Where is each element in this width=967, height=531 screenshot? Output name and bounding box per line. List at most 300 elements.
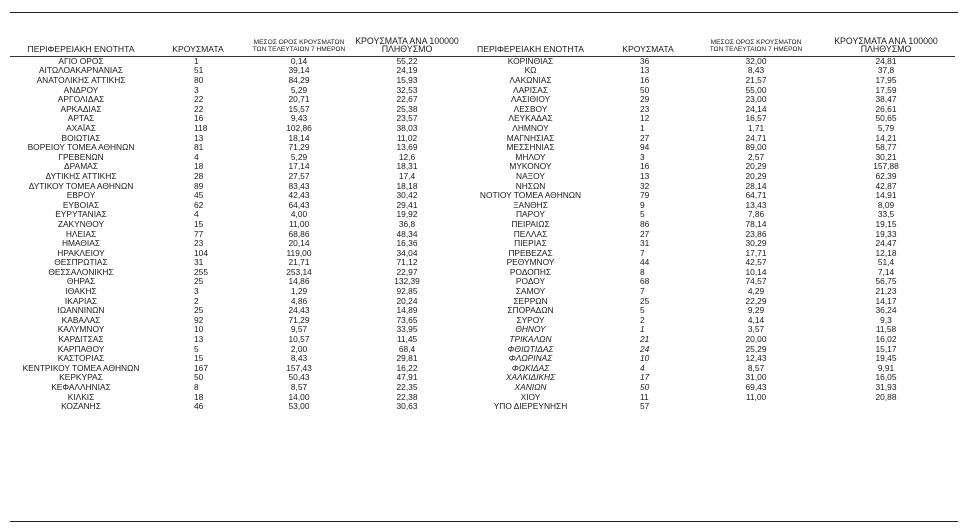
avg7-cell-left: 10,57 <box>288 335 310 345</box>
region-cell-right: ΛΗΜΝΟΥ <box>512 123 549 133</box>
cases-cell-right: 1 <box>640 123 645 133</box>
cases-cell-left: 92 <box>194 315 204 325</box>
region-cell-left: ΑΙΤΩΛΟΑΚΑΡΝΑΝΙΑΣ <box>38 66 124 76</box>
avg7-cell-right: 74,57 <box>745 277 767 287</box>
region-cell-right: ΥΠΟ ΔΙΕΡΕΥΝΗΣΗ <box>493 402 568 412</box>
per100k-cell-left: 12,6 <box>398 152 416 162</box>
per100k-cell-left: 29,81 <box>396 354 418 364</box>
avg7-cell-left: 14,00 <box>288 392 310 402</box>
avg7-cell-left: 5,29 <box>290 85 308 95</box>
table-row <box>10 172 955 182</box>
region-cell-left: ΗΛΕΙΑΣ <box>65 229 97 239</box>
header-cases-right: ΚΡΟΥΣΜΑΤΑ <box>601 37 695 56</box>
avg7-cell-right: 2,57 <box>747 152 765 162</box>
region-cell-left: ΘΕΣΣΑΛΟΝΙΚΗΣ <box>48 267 114 277</box>
avg7-cell-right: 7,86 <box>747 210 765 220</box>
cases-cell-left: 5 <box>194 344 199 354</box>
per100k-cell-right: 26,61 <box>875 104 897 114</box>
region-cell-left: ΚΑΒΑΛΑΣ <box>61 315 101 325</box>
per100k-cell-right: 157,88 <box>873 162 899 172</box>
avg7-cell-right: 32,00 <box>745 56 767 66</box>
avg7-cell-right: 28,14 <box>745 181 767 191</box>
avg7-cell-right: 55,00 <box>745 85 767 95</box>
per100k-cell-right: 15,17 <box>875 344 897 354</box>
per100k-cell-left: 73,65 <box>396 315 418 325</box>
per100k-cell-right: 37,8 <box>877 66 895 76</box>
per100k-cell-right: 14,17 <box>875 296 897 306</box>
cases-cell-left: 46 <box>194 402 204 412</box>
table-row <box>10 162 955 172</box>
cases-cell-right: 50 <box>640 85 650 95</box>
avg7-cell-left: 4,00 <box>290 210 308 220</box>
avg7-cell-left: 71,29 <box>288 315 310 325</box>
cases-cell-right: 17 <box>640 373 650 383</box>
region-cell-right: ΦΘΙΩΤΙΔΑΣ <box>507 344 554 354</box>
per100k-cell-left: 47,91 <box>396 373 418 383</box>
table-row <box>10 306 955 316</box>
cases-cell-left: 15 <box>194 354 204 364</box>
cases-cell-right: 36 <box>640 56 650 66</box>
per100k-cell-right: 24,47 <box>875 239 897 249</box>
per100k-cell-right: 14,21 <box>875 133 897 143</box>
region-cell-right: ΛΕΥΚΑΔΑΣ <box>508 114 553 124</box>
avg7-cell-right: 89,00 <box>745 143 767 153</box>
avg7-cell-left: 42,43 <box>288 191 310 201</box>
table-row <box>10 86 955 96</box>
table-row <box>10 354 955 364</box>
cases-cell-left: 3 <box>194 287 199 297</box>
avg7-cell-left: 39,14 <box>288 66 310 76</box>
avg7-cell-right: 20,29 <box>745 162 767 172</box>
cases-cell-right: 50 <box>640 383 650 392</box>
cases-cell-right: 3 <box>640 152 645 162</box>
region-cell-right: ΧΑΛΚΙΔΙΚΗΣ <box>505 373 556 383</box>
per100k-cell-left: 33,95 <box>396 325 418 335</box>
cases-cell-right: 5 <box>640 210 645 220</box>
cases-cell-left: 4 <box>194 210 199 220</box>
avg7-cell-left: 18,14 <box>288 133 310 143</box>
cases-cell-right: 29 <box>640 95 650 105</box>
table-row <box>10 124 955 134</box>
per100k-cell-right: 11,58 <box>875 325 897 335</box>
table-row <box>10 287 955 297</box>
avg7-cell-left: 0,14 <box>290 56 308 66</box>
cases-cell-left: 80 <box>194 76 204 85</box>
avg7-cell-left: 17,14 <box>288 162 310 172</box>
avg7-cell-left: 9,57 <box>290 325 308 335</box>
region-cell-right: ΛΑΣΙΘΙΟΥ <box>510 95 551 105</box>
cases-cell-right: 31 <box>640 239 650 249</box>
regional-cases-table <box>10 37 955 412</box>
cases-cell-left: 81 <box>194 143 204 153</box>
region-cell-right: ΠΑΡΟΥ <box>515 210 546 220</box>
per100k-cell-right: 21,23 <box>875 287 897 297</box>
region-cell-left: ΚΙΛΚΙΣ <box>67 392 95 402</box>
table-row <box>10 114 955 124</box>
table-header <box>10 37 955 56</box>
per100k-cell-right: 51,4 <box>877 258 895 268</box>
per100k-cell-left: 15,93 <box>396 76 418 85</box>
per100k-cell-left: 22,97 <box>396 267 418 277</box>
table-row <box>10 230 955 240</box>
avg7-cell-left: 11,00 <box>288 219 310 229</box>
table-row <box>10 325 955 335</box>
cases-cell-left: 8 <box>194 383 199 392</box>
cases-cell-left: 89 <box>194 181 204 191</box>
table-row <box>10 335 955 345</box>
cases-cell-right: 10 <box>640 354 650 364</box>
avg7-cell-left: 27,57 <box>288 171 310 181</box>
region-cell-right: ΠΕΙΡΑΙΩΣ <box>511 219 550 229</box>
per100k-cell-left: 18,18 <box>396 181 418 191</box>
table-row <box>10 153 955 163</box>
per100k-cell-right: 17,59 <box>875 85 897 95</box>
table-row <box>10 66 955 76</box>
per100k-cell-right: 16,05 <box>875 373 897 383</box>
cases-cell-left: 23 <box>194 239 204 249</box>
cases-cell-left: 25 <box>194 277 204 287</box>
per100k-cell-left: 132,39 <box>394 277 420 287</box>
cases-cell-right: 16 <box>640 162 650 172</box>
table-row <box>10 393 955 403</box>
cases-cell-right: 4 <box>640 363 645 373</box>
region-cell-right: ΤΡΙΚΑΛΩΝ <box>509 335 552 345</box>
avg7-cell-right: 10,14 <box>745 267 767 277</box>
table-row <box>10 143 955 153</box>
per100k-cell-right: 16,02 <box>875 335 897 345</box>
table-row <box>10 239 955 249</box>
per100k-cell-right: 42,87 <box>875 181 897 191</box>
per100k-cell-right <box>817 402 955 412</box>
per100k-cell-left: 29,41 <box>396 200 418 210</box>
cases-cell-left: 16 <box>194 114 204 124</box>
cases-cell-right: 12 <box>640 114 650 124</box>
avg7-cell-right: 31,00 <box>745 373 767 383</box>
avg7-cell-right: 22,29 <box>745 296 767 306</box>
cases-cell-left: 18 <box>194 162 204 172</box>
avg7-cell-left: 8,43 <box>290 354 308 364</box>
avg7-cell-left: 102,86 <box>286 123 312 133</box>
avg7-cell-left: 253,14 <box>286 267 312 277</box>
per100k-cell-right: 31,93 <box>875 383 897 392</box>
region-cell-right: ΡΟΔΟΥ <box>515 277 546 287</box>
cases-cell-left: 3 <box>194 85 199 95</box>
header-per100k-right: ΚΡΟΥΣΜΑΤΑ ΑΝΑ 100000 ΠΛΗΘΥΣΜΟ <box>817 37 955 56</box>
cases-cell-right: 7 <box>640 287 645 297</box>
top-rule <box>10 12 958 13</box>
table-row <box>10 201 955 211</box>
region-cell-right: ΣΑΜΟΥ <box>515 287 546 297</box>
region-cell-right: ΚΩ <box>524 66 537 76</box>
per100k-cell-left: 19,92 <box>396 210 418 220</box>
region-cell-right: ΣΠΟΡΑΔΩΝ <box>507 306 554 316</box>
avg7-cell-right: 12,43 <box>745 354 767 364</box>
cases-cell-right: 13 <box>640 66 650 76</box>
header-cases-left: ΚΡΟΥΣΜΑΤΑ <box>152 37 244 56</box>
region-cell-right: ΧΑΝΙΩΝ <box>514 383 547 392</box>
cases-cell-left: 10 <box>194 325 204 335</box>
per100k-cell-right: 30,21 <box>875 152 897 162</box>
cases-cell-right: 2 <box>640 315 645 325</box>
avg7-cell-right: 13,43 <box>745 200 767 210</box>
region-cell-left: ΚΟΖΑΝΗΣ <box>61 402 101 412</box>
table-row <box>10 268 955 278</box>
per100k-cell-left: 36,8 <box>398 219 416 229</box>
cases-cell-left: 18 <box>194 392 204 402</box>
region-cell-left: ΒΟΙΩΤΙΑΣ <box>61 133 101 143</box>
region-cell-right: ΞΑΝΘΗΣ <box>513 200 548 210</box>
avg7-cell-right: 1,71 <box>747 123 765 133</box>
cases-cell-left: 50 <box>194 373 204 383</box>
cases-cell-right: 24 <box>640 344 650 354</box>
region-cell-right: ΠΡΕΒΕΖΑΣ <box>508 248 553 258</box>
region-cell-right: ΛΕΣΒΟΥ <box>513 104 548 114</box>
avg7-cell-right: 24,14 <box>745 104 767 114</box>
region-cell-left: ΕΒΡΟΥ <box>66 191 96 201</box>
cases-cell-right: 79 <box>640 191 650 201</box>
region-cell-right: ΠΕΛΛΑΣ <box>513 229 548 239</box>
table-row <box>10 277 955 287</box>
avg7-cell-right: 30,29 <box>745 239 767 249</box>
region-cell-left: ΑΓΙΟ ΟΡΟΣ <box>58 56 104 66</box>
cases-cell-right: 44 <box>640 258 650 268</box>
per100k-cell-right: 20,88 <box>875 392 897 402</box>
table-row <box>10 297 955 307</box>
cases-cell-right: 16 <box>640 76 650 85</box>
avg7-cell-right: 25,29 <box>745 344 767 354</box>
per100k-cell-right: 12,18 <box>875 248 897 258</box>
table-row <box>10 105 955 115</box>
per100k-cell-left: 13,69 <box>396 143 418 153</box>
cases-cell-right: 25 <box>640 296 650 306</box>
per100k-cell-left: 22,38 <box>396 392 418 402</box>
region-cell-left: ΑΡΓΟΛΙΔΑΣ <box>57 95 105 105</box>
per100k-cell-right: 14,91 <box>875 191 897 201</box>
per100k-cell-left: 30,63 <box>396 402 418 412</box>
per100k-cell-left: 92,85 <box>396 287 418 297</box>
per100k-cell-left: 68,4 <box>398 344 416 354</box>
header-region-left: ΠΕΡΙΦΕΡΕΙΑΚΗ ΕΝΟΤΗΤΑ <box>10 37 152 56</box>
per100k-cell-left: 18,31 <box>396 162 418 172</box>
cases-cell-right: 32 <box>640 181 650 191</box>
cases-cell-left: 1 <box>194 56 199 66</box>
per100k-cell-right: 9,3 <box>880 315 892 325</box>
avg7-cell-right: 42,57 <box>745 258 767 268</box>
avg7-cell-left: 50,43 <box>288 373 310 383</box>
avg7-cell-right <box>695 402 817 412</box>
per100k-cell-right: 17,95 <box>875 76 897 85</box>
cases-cell-right: 13 <box>640 171 650 181</box>
cases-cell-right: 1 <box>640 325 645 335</box>
header-region-right: ΠΕΡΙΦΕΡΕΙΑΚΗ ΕΝΟΤΗΤΑ <box>460 37 601 56</box>
table-row <box>10 249 955 259</box>
region-cell-right: ΣΕΡΡΩΝ <box>513 296 548 306</box>
region-cell-left: ΕΥΒΟΙΑΣ <box>62 200 100 210</box>
avg7-cell-left: 8,57 <box>290 383 308 392</box>
per100k-cell-left: 34,04 <box>396 248 418 258</box>
region-cell-left: ΖΑΚΥΝΘΟΥ <box>57 219 105 229</box>
table-row <box>10 210 955 220</box>
cases-cell-right: 11 <box>640 392 649 402</box>
per100k-cell-left: 71,12 <box>396 258 418 268</box>
cases-cell-right: 21 <box>640 335 650 345</box>
cases-cell-right: 5 <box>640 306 645 316</box>
per100k-cell-left: 22,67 <box>396 95 418 105</box>
per100k-cell-right: 19,33 <box>875 229 897 239</box>
per100k-cell-right: 24,81 <box>875 56 897 66</box>
cases-cell-left: 22 <box>194 95 204 105</box>
region-cell-right: ΡΕΘΥΜΝΟΥ <box>506 258 555 268</box>
avg7-cell-left: 2,00 <box>290 344 308 354</box>
region-cell-left: ΚΑΣΤΟΡΙΑΣ <box>57 354 105 364</box>
avg7-cell-right: 8,43 <box>747 66 765 76</box>
region-cell-right: ΝΑΞΟΥ <box>516 171 545 181</box>
avg7-cell-right: 23,00 <box>745 95 767 105</box>
avg7-cell-right: 64,71 <box>745 191 767 201</box>
per100k-cell-right: 62,39 <box>875 171 897 181</box>
avg7-cell-left: 4,86 <box>290 296 308 306</box>
table-row <box>10 76 955 86</box>
cases-cell-right: 23 <box>640 104 650 114</box>
per100k-cell-left: 11,02 <box>396 133 418 143</box>
avg7-cell-right: 20,29 <box>745 171 767 181</box>
region-cell-right: ΝΗΣΩΝ <box>515 181 546 191</box>
avg7-cell-right: 78,14 <box>745 219 767 229</box>
per100k-cell-right: 38,47 <box>875 95 897 105</box>
table-row <box>10 220 955 230</box>
avg7-cell-left: 83,43 <box>288 181 310 191</box>
header-per100k-left: ΚΡΟΥΣΜΑΤΑ ΑΝΑ 100000 ΠΛΗΘΥΣΜΟ <box>355 36 459 55</box>
avg7-cell-left: 84,29 <box>288 76 310 85</box>
per100k-cell-left: 17,4 <box>398 171 416 181</box>
region-cell-left: ΒΟΡΕΙΟΥ ΤΟΜΕΑ ΑΘΗΝΩΝ <box>27 143 135 153</box>
table-body <box>10 56 955 411</box>
region-cell-left: ΚΕΦΑΛΛΗΝΙΑΣ <box>51 383 111 392</box>
avg7-cell-left: 20,71 <box>288 95 310 105</box>
table-row <box>10 56 955 66</box>
table-row <box>10 258 955 268</box>
per100k-cell-right: 33,5 <box>877 210 895 220</box>
table-row <box>10 383 955 393</box>
per100k-cell-right: 58,77 <box>875 143 897 153</box>
per100k-cell-right: 7,14 <box>877 267 895 277</box>
region-cell-left: ΑΡΚΑΔΙΑΣ <box>60 104 102 114</box>
cases-cell-left: 13 <box>194 133 204 143</box>
avg7-cell-left: 14,86 <box>288 277 310 287</box>
per100k-cell-right: 36,24 <box>875 306 897 316</box>
avg7-cell-right: 8,57 <box>747 363 765 373</box>
per100k-cell-right: 19,45 <box>875 354 897 364</box>
cases-cell-right: 27 <box>640 133 650 143</box>
region-cell-right: ΜΗΛΟΥ <box>515 152 546 162</box>
region-cell-left: ΓΡΕΒΕΝΩΝ <box>58 152 104 162</box>
table-row <box>10 95 955 105</box>
region-cell-left: ΘΕΣΠΡΩΤΙΑΣ <box>54 258 108 268</box>
avg7-cell-left: 15,57 <box>288 104 310 114</box>
cases-cell-left: 45 <box>194 191 204 201</box>
region-cell-right: ΜΥΚΟΝΟΥ <box>509 162 552 172</box>
per100k-cell-right: 56,75 <box>875 277 897 287</box>
region-cell-right: ΚΟΡΙΝΘΙΑΣ <box>507 56 554 66</box>
per100k-cell-left: 23,57 <box>396 114 418 124</box>
avg7-cell-left: 71,29 <box>288 143 310 153</box>
bottom-rule <box>10 521 958 522</box>
avg7-cell-left: 157,43 <box>286 363 312 373</box>
cases-cell-left: 4 <box>194 152 199 162</box>
region-cell-left: ΑΧΑΪΑΣ <box>66 123 96 133</box>
per100k-cell-left: 48,34 <box>396 229 418 239</box>
region-cell-left: ΗΡΑΚΛΕΙΟΥ <box>57 248 105 258</box>
region-cell-left: ΙΩΑΝΝΙΝΩΝ <box>57 306 105 316</box>
avg7-cell-left: 53,00 <box>288 402 310 412</box>
avg7-cell-right: 17,71 <box>745 248 767 258</box>
table-row <box>10 191 955 201</box>
region-cell-right: ΦΩΚΙΔΑΣ <box>511 363 550 373</box>
cases-cell-left: 104 <box>194 248 208 258</box>
avg7-cell-right: 21,57 <box>745 76 767 85</box>
avg7-cell-right: 11,00 <box>745 392 767 402</box>
avg7-cell-left: 119,00 <box>286 248 312 258</box>
per100k-cell-right: 9,91 <box>877 363 895 373</box>
region-cell-left: ΑΝΔΡΟΥ <box>63 85 99 95</box>
per100k-cell-left: 11,45 <box>396 335 418 345</box>
region-cell-left: ΑΝΑΤΟΛΙΚΗΣ ΑΤΤΙΚΗΣ <box>36 76 126 85</box>
region-cell-left: ΚΕΡΚΥΡΑΣ <box>59 373 103 383</box>
per100k-cell-right: 19,15 <box>875 219 897 229</box>
cases-cell-left: 255 <box>194 267 208 277</box>
region-cell-left: ΔΡΑΜΑΣ <box>64 162 98 172</box>
region-cell-right: ΛΑΚΩΝΙΑΣ <box>509 76 552 85</box>
per100k-cell-left: 24,19 <box>396 66 418 76</box>
region-cell-right: ΧΙΟΥ <box>520 392 541 402</box>
region-cell-right: ΘΗΝΟΥ <box>515 325 546 335</box>
cases-cell-right: 86 <box>640 219 650 229</box>
table-row <box>10 316 955 326</box>
cases-cell-right: 68 <box>640 277 650 287</box>
table-row <box>10 182 955 192</box>
cases-cell-right: 8 <box>640 267 645 277</box>
region-cell-right: ΝΟΤΙΟΥ ΤΟΜΕΑ ΑΘΗΝΩΝ <box>479 191 582 201</box>
per100k-cell-left: 55,22 <box>396 56 418 66</box>
region-cell-left: ΑΡΤΑΣ <box>67 114 95 124</box>
cases-cell-left: 2 <box>194 296 199 306</box>
region-cell-left: ΕΥΡΥΤΑΝΙΑΣ <box>55 210 107 220</box>
cases-cell-right: 9 <box>640 200 645 210</box>
cases-cell-left: 118 <box>194 123 208 133</box>
region-cell-left: ΙΘΑΚΗΣ <box>65 287 97 297</box>
cases-cell-right: 94 <box>640 143 650 153</box>
region-cell-left: ΚΕΝΤΡΙΚΟΥ ΤΟΜΕΑ ΑΘΗΝΩΝ <box>22 363 140 373</box>
per100k-cell-left: 20,24 <box>396 296 418 306</box>
region-cell-right: ΜΕΣΣΗΝΙΑΣ <box>506 143 555 153</box>
cases-cell-left: 167 <box>194 363 208 373</box>
cases-cell-left: 25 <box>194 306 204 316</box>
avg7-cell-right: 16,57 <box>745 114 767 124</box>
table-row <box>10 402 955 412</box>
avg7-cell-right: 9,29 <box>747 306 765 316</box>
avg7-cell-right: 4,14 <box>747 315 765 325</box>
region-cell-left: ΘΗΡΑΣ <box>66 277 96 287</box>
avg7-cell-left: 68,86 <box>288 229 310 239</box>
avg7-cell-left: 20,14 <box>288 239 310 249</box>
region-cell-right: ΜΑΓΝΗΣΙΑΣ <box>506 133 555 143</box>
avg7-cell-right: 23,86 <box>745 229 767 239</box>
cases-cell-left: 31 <box>194 258 204 268</box>
region-cell-right: ΛΑΡΙΣΑΣ <box>512 85 549 95</box>
cases-cell-left: 51 <box>194 66 204 76</box>
per100k-cell-right: 50,65 <box>875 114 897 124</box>
per100k-cell-left: 25,38 <box>396 104 418 114</box>
